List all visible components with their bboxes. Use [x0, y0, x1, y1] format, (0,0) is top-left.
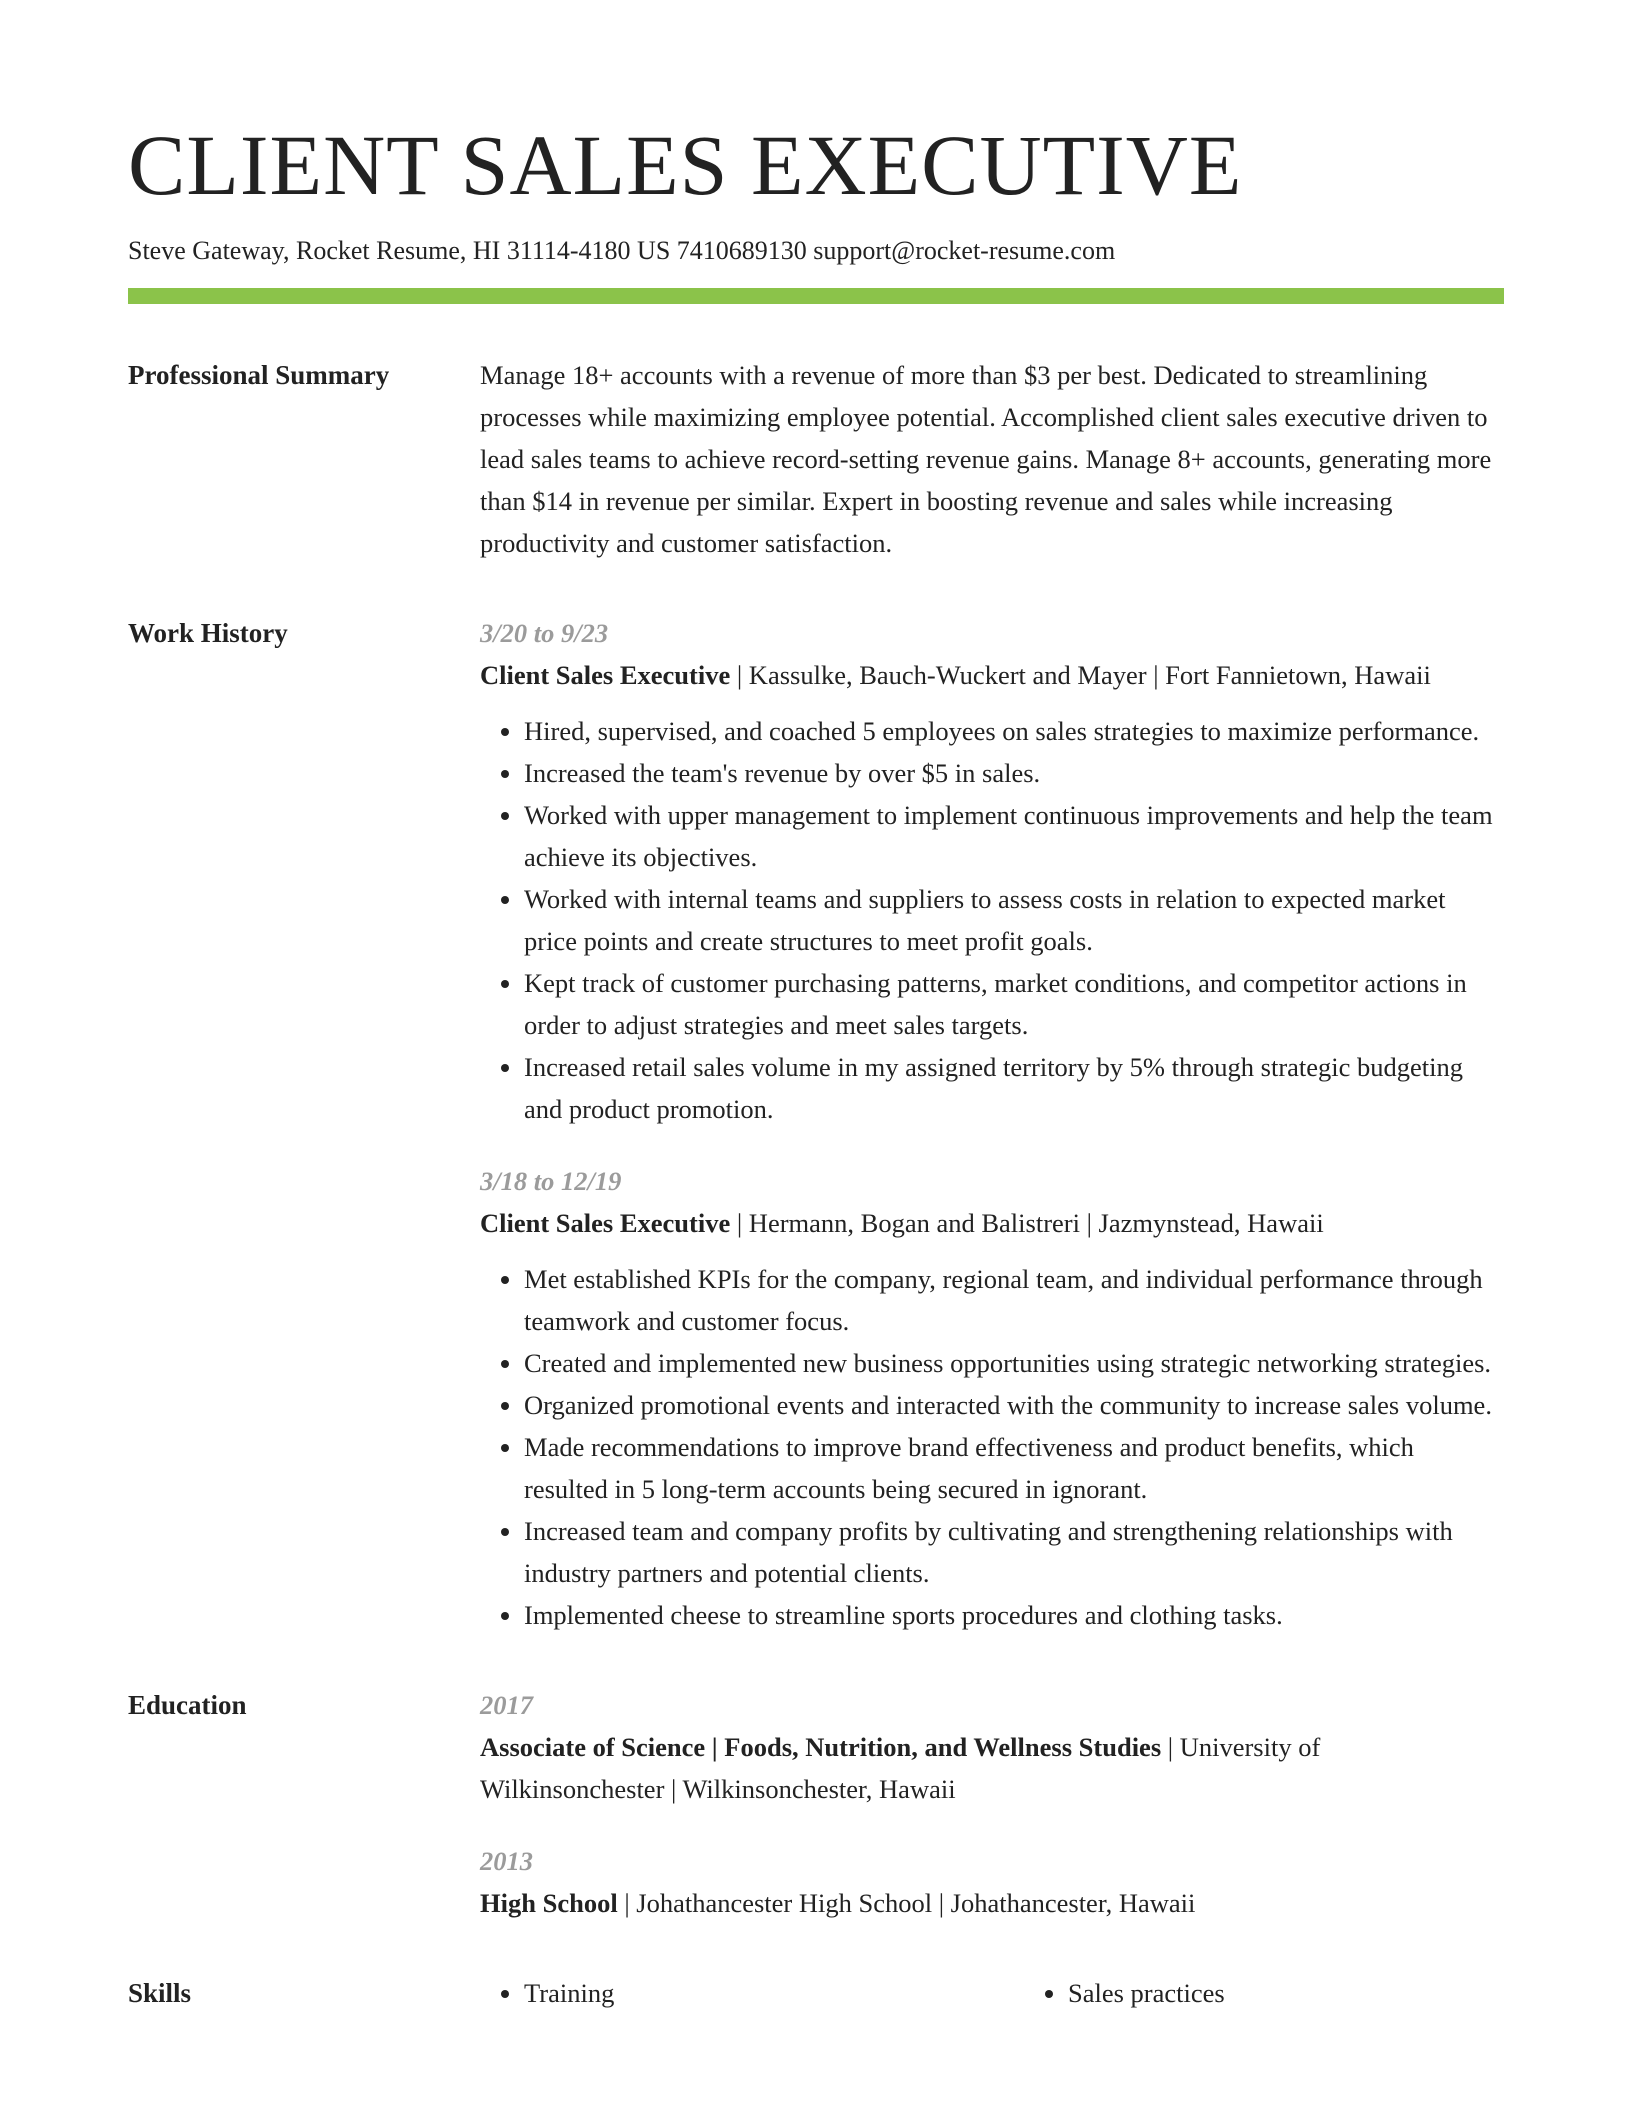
- list-item: • Worked with internal teams and suppliers to assess costs in relation to expected market price points and create structures to meet profit goals.: [524, 878, 1504, 962]
- list-item: • Kept track of customer purchasing patterns, market conditions, and competitor actions in order to adjust strategies and meet sales targets.: [524, 962, 1504, 1046]
- job-entry: [480, 612, 1504, 1130]
- resume-page: [128, 118, 1504, 2014]
- education-year: 2013: [480, 1845, 533, 1876]
- skills-section: [128, 1972, 1504, 2014]
- skills-label: Skills: [128, 1977, 192, 2008]
- job-title: Client Sales Executive: [480, 659, 731, 690]
- skills-list: [480, 1972, 1568, 2014]
- job-dates: 3/20 to 9/23: [480, 617, 609, 648]
- education-label: Education: [128, 1689, 247, 1720]
- education-details: | Johathancester High School | Johathancester, Hawaii: [617, 1887, 1196, 1918]
- summary-text: Manage 18+ accounts with a revenue of more than $3 per best. Dedicated to streamlining processes while maximizing employee potential. Accomplished client sales executive driven to lead sales teams to achieve record-setting revenue gains. Manage 8+ accounts, generating more than $14 in revenue per similar. Expert in boosting revenue and sales while increasing productivity and customer satisfaction.: [480, 359, 1492, 558]
- job-role: [480, 654, 1504, 696]
- job-dates: 3/18 to 12/19: [480, 1165, 622, 1196]
- summary-section: [128, 354, 1504, 564]
- job-details: | Hermann, Bogan and Balistreri | Jazmynstead, Hawaii: [730, 1207, 1324, 1238]
- list-item: • Met established KPIs for the company, regional team, and individual performance through teamwork and customer focus.: [524, 1258, 1504, 1342]
- education-entry: [480, 1684, 1504, 1810]
- education-degree: Associate of Science | Foods, Nutrition, and Wellness Studies: [480, 1731, 1162, 1762]
- skills-column: [1024, 1972, 1568, 2014]
- education-degree-line: [480, 1882, 1504, 1924]
- resume-title: CLIENT SALES EXECUTIVE: [128, 117, 1243, 213]
- list-item: • Hired, supervised, and coached 5 employees on sales strategies to maximize performance.: [524, 710, 1504, 752]
- list-item: • Sales practices: [1068, 1972, 1568, 2014]
- list-item: • Created and implemented new business opportunities using strategic networking strategies.: [524, 1342, 1504, 1384]
- job-details: | Kassulke, Bauch-Wuckert and Mayer | Fort Fannietown, Hawaii: [730, 659, 1431, 690]
- list-item: • Increased the team's revenue by over $5 in sales.: [524, 752, 1504, 794]
- summary-label: Professional Summary: [128, 359, 390, 390]
- job-bullets: [480, 710, 1504, 1130]
- accent-divider: [128, 288, 1504, 304]
- list-item: • Organized promotional events and interacted with the community to increase sales volume.: [524, 1384, 1504, 1426]
- education-year: 2017: [480, 1689, 533, 1720]
- work-history-section: [128, 612, 1504, 1636]
- list-item: • Implemented cheese to streamline sports procedures and clothing tasks.: [524, 1594, 1504, 1636]
- job-bullets: [480, 1258, 1504, 1636]
- education-entry: [480, 1840, 1504, 1924]
- work-history-label: Work History: [128, 617, 288, 648]
- education-degree: High School: [480, 1887, 618, 1918]
- contact-line: Steve Gateway, Rocket Resume, HI 31114-4180 US 7410689130 support@rocket-resume.com: [128, 235, 1116, 265]
- skills-content: [480, 1972, 1568, 2014]
- list-item: • Increased team and company profits by cultivating and strengthening relationships with industry partners and potential clients.: [524, 1510, 1504, 1594]
- job-entry: [480, 1160, 1504, 1636]
- list-item: • Made recommendations to improve brand effectiveness and product benefits, which resulted in 5 long-term accounts being secured in ignorant.: [524, 1426, 1504, 1510]
- job-title: Client Sales Executive: [480, 1207, 731, 1238]
- skills-column: [480, 1972, 1024, 2014]
- summary-content: [480, 354, 1504, 564]
- list-item: • Training: [524, 1972, 1024, 2014]
- list-item: • Increased retail sales volume in my assigned territory by 5% through strategic budgeting and product promotion.: [524, 1046, 1504, 1130]
- work-history-content: [480, 612, 1504, 1636]
- education-content: [480, 1684, 1504, 1924]
- list-item: • Worked with upper management to implement continuous improvements and help the team achieve its objectives.: [524, 794, 1504, 878]
- education-details: | University of Wilkinsonchester | Wilkinsonchester, Hawaii: [480, 1731, 1321, 1804]
- education-section: [128, 1684, 1504, 1924]
- job-role: [480, 1202, 1504, 1244]
- education-degree-line: [480, 1726, 1504, 1810]
